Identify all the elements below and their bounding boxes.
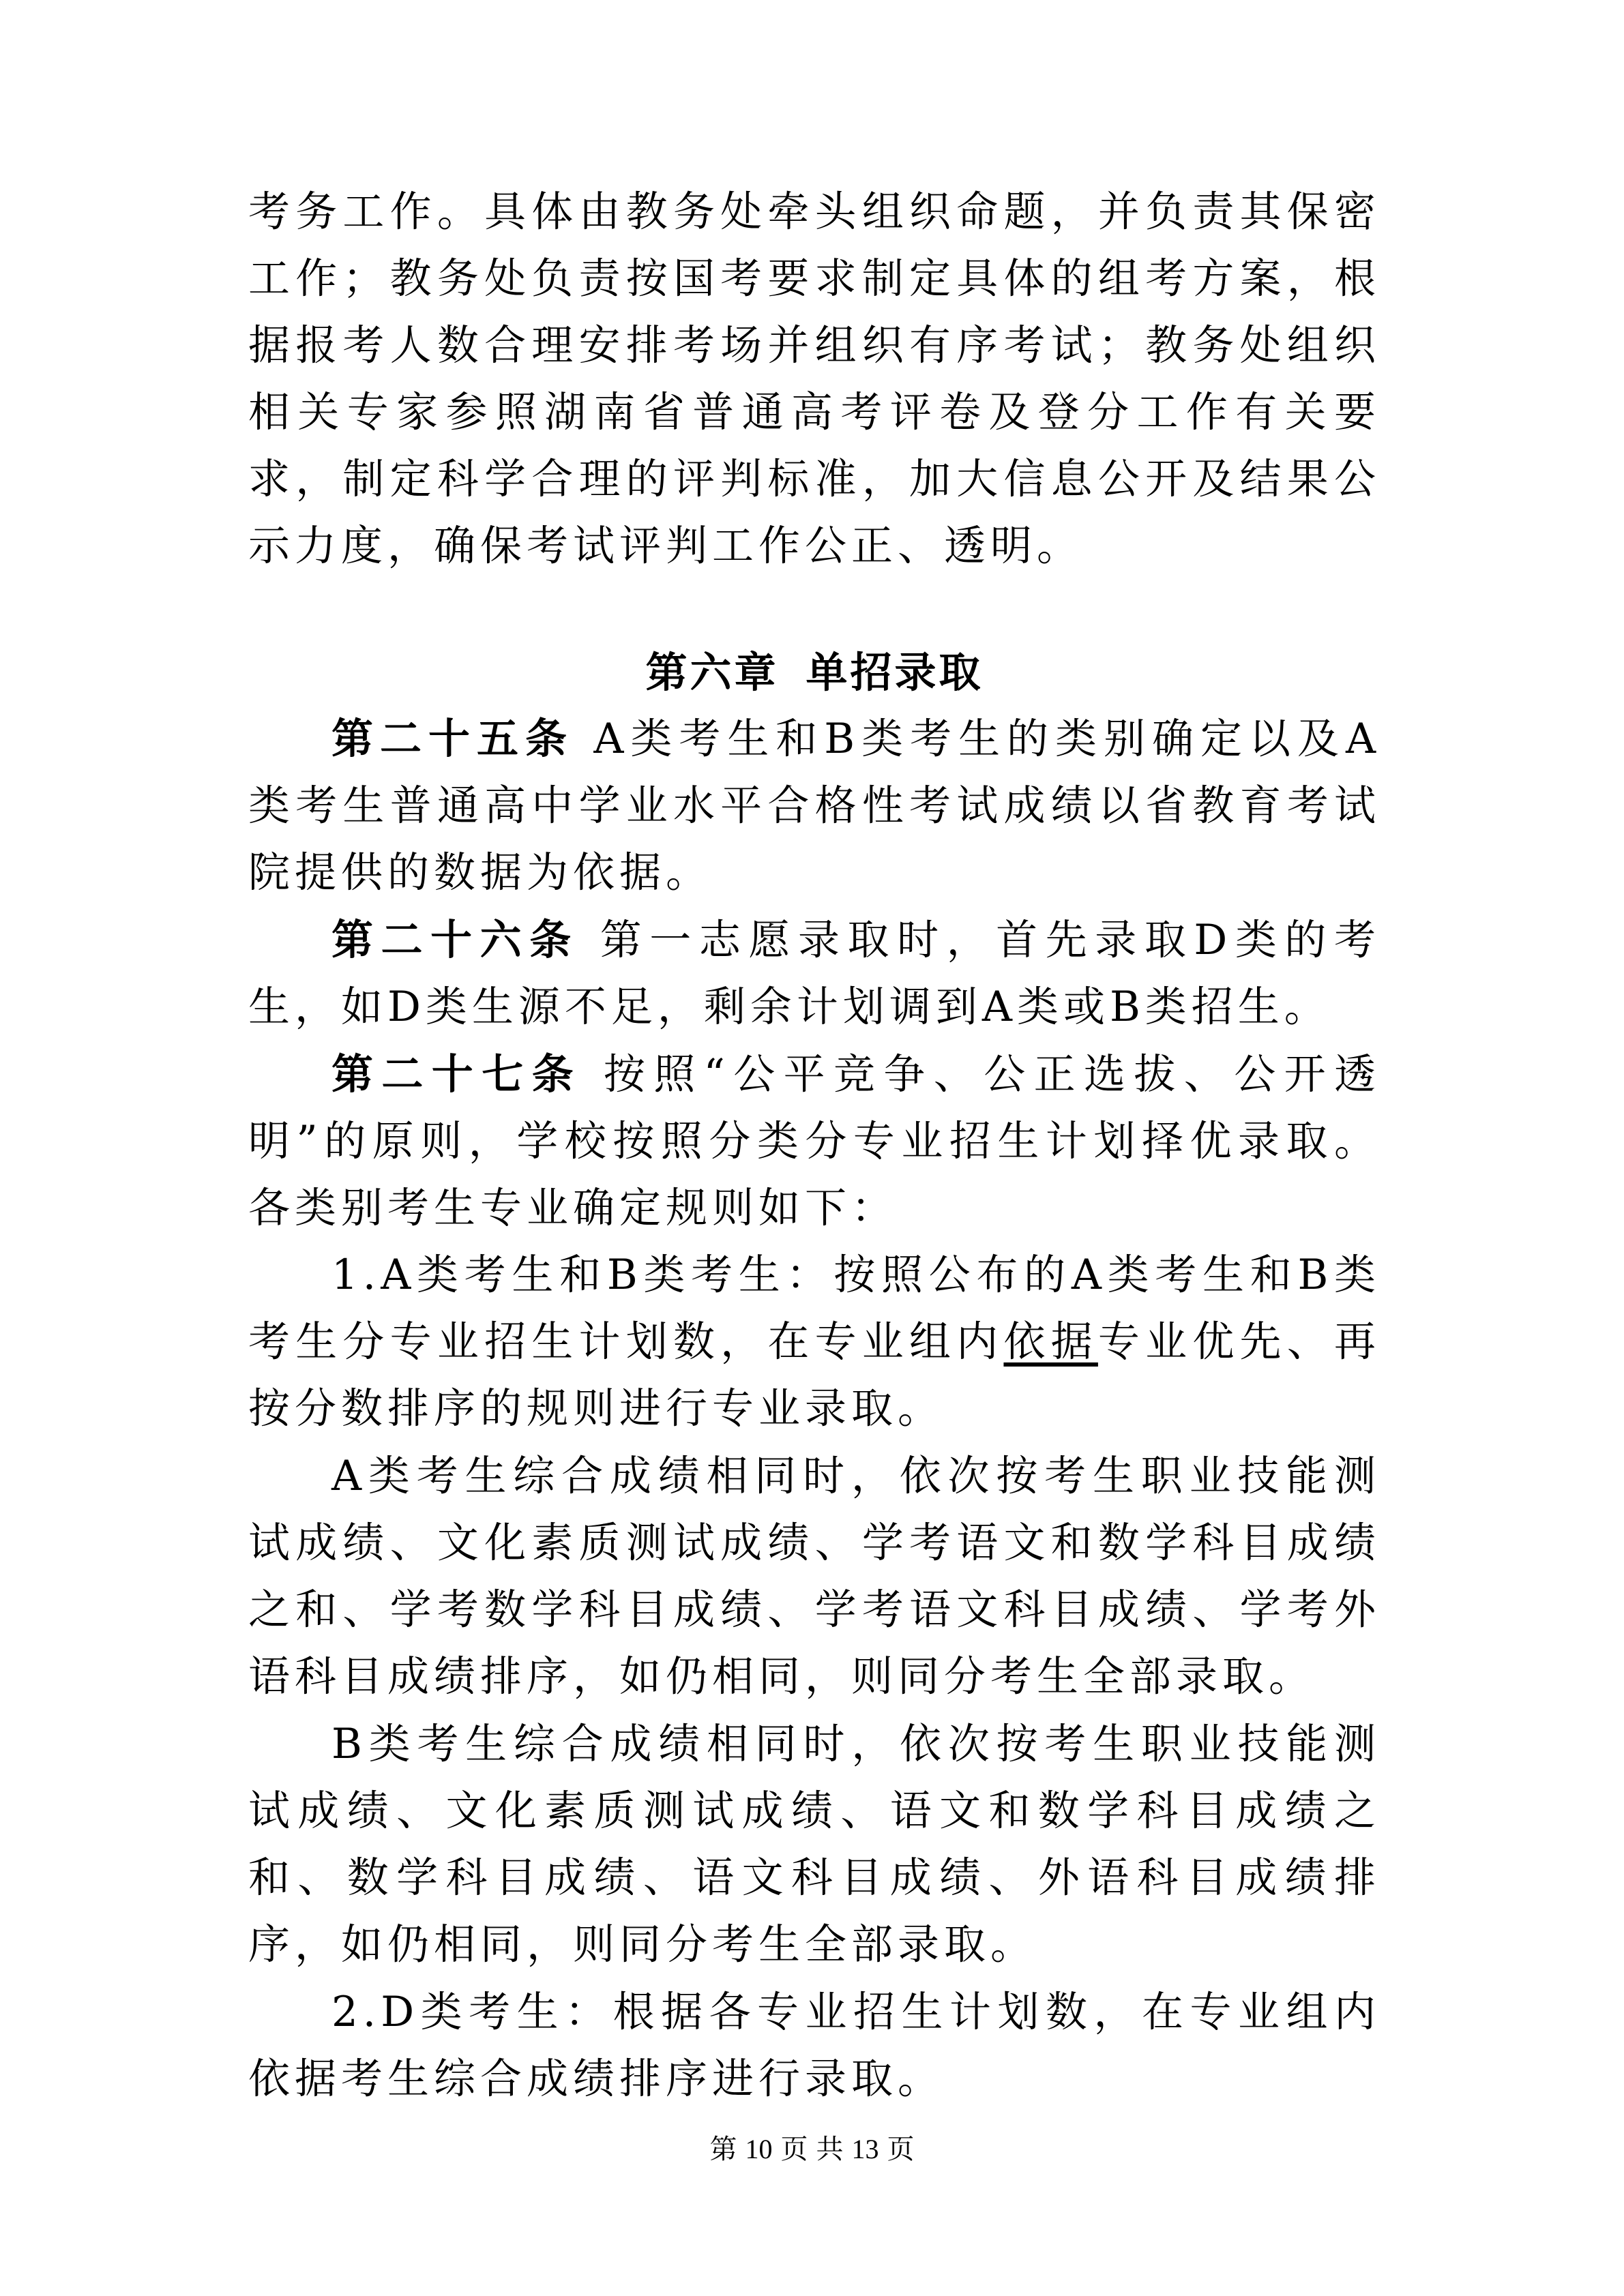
page-number-current: 10 [745, 2134, 773, 2164]
page-footer [0, 2129, 1624, 2170]
article-25-label: 第二十五条 [331, 715, 574, 763]
article-27-label: 第二十七条 [331, 1050, 582, 1099]
article-25-text: A类考生和B类考生的类别确定以及A类考生普通高中学业水平合格性考试成绩以省教育考试院提供的数据为依据。 [248, 715, 1381, 897]
article-27-text: 按照“公平竞争、公正选拔、公开透明”的原则，学校按照分类分专业招生计划择优录取。各类别考生专业确定规则如下： [248, 1050, 1381, 1232]
article-25 [248, 706, 1381, 906]
chapter-title: 单招录取 [806, 648, 984, 697]
rule-item-1 [248, 1242, 1381, 1442]
rule-item-1-before: 1.A类考生和B类考生：按照公布的A类考生和B类考生分专业招生计划数，在专业组内 [248, 1251, 1381, 1366]
tie-rule-class-b: B类考生综合成绩相同时，依次按考生职业技能测试成绩、文化素质测试成绩、语文和数学科目成绩之和、数学科目成绩、语文科目成绩、外语科目成绩排序，如仍相同，则同分考生全部录取。 [248, 1720, 1381, 1969]
article-27 [248, 1041, 1381, 1242]
footer-prefix: 第 [709, 2134, 737, 2165]
rule-item-1-after: 专业优先、再按分数排序的规则进行专业录取。 [248, 1317, 1381, 1433]
continued-paragraph: 考务工作。具体由教务处牵头组织命题，并负责其保密工作；教务处负责按国考要求制定具体的组考方案，根据报考人数合理安排考场并组织有序考试；教务处组织相关专家参照湖南省普通高考评卷及登分工作有关要求，制定科学合理的评判标准，加大信息公开及结果公示力度，确保考试评判工作公正、透明。 [248, 188, 1381, 570]
footer-mid1: 页 [780, 2134, 808, 2165]
article-26 [248, 907, 1381, 1041]
tie-rule-class-a: A类考生综合成绩相同时，依次按考生职业技能测试成绩、文化素质测试成绩、学考语文和数学科目成绩之和、学考数学科目成绩、学考语文科目成绩、学考外语科目成绩排序，如仍相同，则同分考生全部录取。 [248, 1452, 1381, 1701]
article-26-label: 第二十六条 [331, 916, 579, 964]
footer-mid2: 共 [816, 2134, 844, 2165]
page-number-total: 13 [851, 2134, 879, 2164]
footer-suffix: 页 [887, 2134, 915, 2165]
article-26-text: 第一志愿录取时，首先录取D类的考生，如D类生源不足，剩余计划调到A类或B类招生。 [248, 916, 1381, 1031]
rule-item-2: 2.D类考生：根据各专业招生计划数，在专业组内依据考生综合成绩排序进行录取。 [248, 1988, 1381, 2103]
chapter-number: 第六章 [645, 648, 779, 697]
rule-item-1-underlined: 依据 [1003, 1317, 1098, 1366]
chapter-heading [248, 640, 1381, 706]
